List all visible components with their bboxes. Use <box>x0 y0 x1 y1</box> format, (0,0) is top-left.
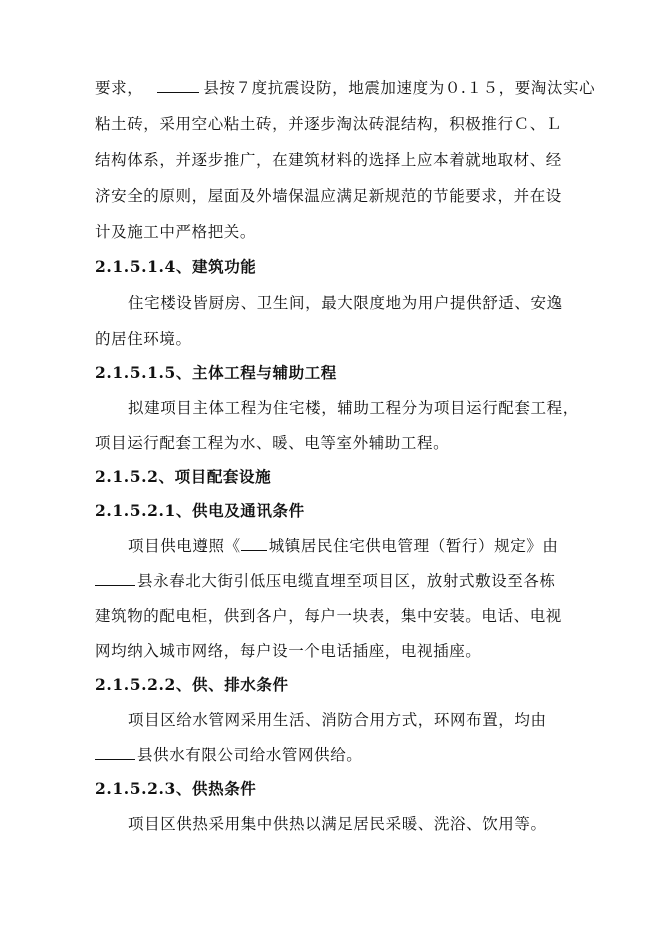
body-line: 计及施工中严格把关。 <box>95 223 257 241</box>
blank-underline <box>95 745 135 760</box>
body-line: 济安全的原则，屋面及外墙保温应满足新规范的节能要求，并在设 <box>95 187 562 205</box>
body-line <box>95 77 615 99</box>
section-heading: 2.1.5.2.2、供、排水条件 <box>95 675 289 694</box>
section-heading: 2.1.5.1.4、建筑功能 <box>95 257 257 276</box>
body-line <box>95 744 615 766</box>
text-segment: 城镇居民住宅供电管理（暂行）规定》由 <box>268 537 559 555</box>
section-heading: 2.1.5.2.3、供热条件 <box>95 779 257 798</box>
body-line: 粘土砖，采用空心粘土砖，并逐步淘汰砖混结构，积极推行Ｃ、Ｌ <box>95 115 562 133</box>
body-line: 的居住环境。 <box>95 330 192 348</box>
text-segment: 县永春北大街引低压电缆直埋至项目区，放射式敷设至各栋 <box>137 572 556 590</box>
paragraph-first-line: 拟建项目主体工程为住宅楼，辅助工程分为项目运行配套工程， <box>128 399 579 417</box>
body-line: 项目运行配套工程为水、暖、电等室外辅助工程。 <box>95 434 450 452</box>
text-segment: 项目供电遵照《 <box>128 537 241 555</box>
text-segment: 县供水有限公司给水管网供给。 <box>137 746 363 764</box>
paragraph-first-line <box>128 535 648 557</box>
text-segment: 县按７度抗震设防，地震加速度为０.１５，要淘汰实心 <box>203 79 596 97</box>
body-line <box>95 570 615 592</box>
section-heading: 2.1.5.1.5、主体工程与辅助工程 <box>95 363 337 382</box>
body-line: 建筑物的配电柜，供到各户，每户一块表，集中安装。电话、电视 <box>95 607 562 625</box>
body-line: 结构体系，并逐步推广，在建筑材料的选择上应本着就地取材、经 <box>95 151 562 169</box>
blank-underline <box>157 78 199 93</box>
paragraph-first-line: 项目区供热采用集中供热以满足居民采暖、洗浴、饮用等。 <box>128 815 547 833</box>
text-segment: 要求， <box>95 79 144 97</box>
blank-underline <box>95 571 135 586</box>
paragraph-first-line: 住宅楼设皆厨房、卫生间，最大限度地为用户提供舒适、安逸 <box>128 294 563 312</box>
section-heading: 2.1.5.2、项目配套设施 <box>95 467 272 486</box>
blank-underline <box>241 536 267 551</box>
section-heading: 2.1.5.2.1、供电及通讯条件 <box>95 501 305 520</box>
paragraph-first-line: 项目区给水管网采用生活、消防合用方式，环网布置，均由 <box>128 711 547 729</box>
body-line: 网均纳入城市网络，每户设一个电话插座，电视插座。 <box>95 642 482 660</box>
